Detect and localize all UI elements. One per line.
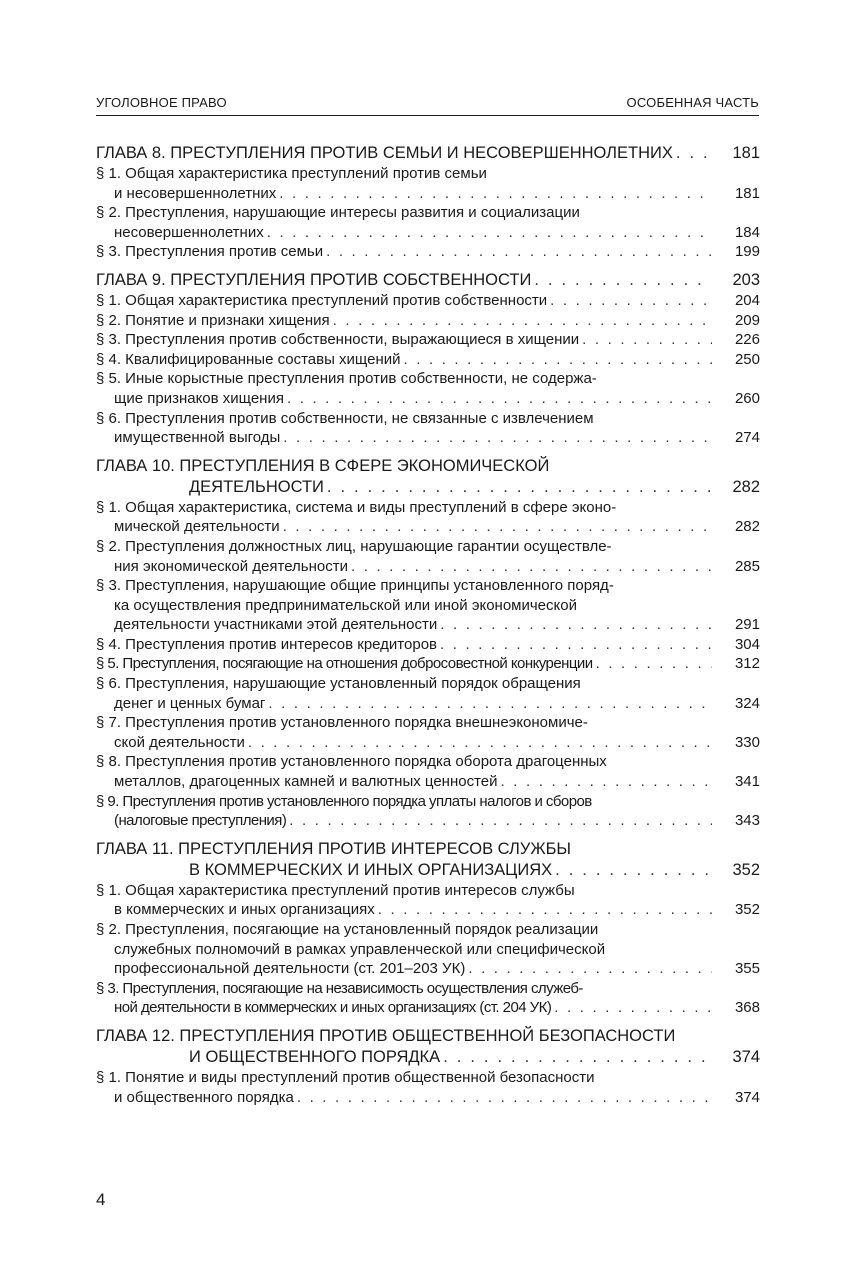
toc-section (96, 242, 760, 262)
section-title: § 1. Общая характеристика, система и виды преступлений в сфере эконо- (96, 498, 617, 516)
section-title: § 8. Преступления против установленного порядка оборота драгоценных (96, 753, 607, 771)
section-title: § 1. Общая характеристика преступлений против интересов службы (96, 881, 575, 899)
toc-section (96, 164, 760, 203)
section-line (96, 733, 760, 753)
section-page-number: 343 (734, 812, 760, 830)
section-page-number: 355 (734, 960, 760, 978)
section-page-number: 368 (734, 999, 760, 1017)
section-line (96, 291, 760, 311)
section-line (96, 811, 760, 831)
section-line (96, 752, 760, 772)
leader-dots (378, 900, 712, 920)
section-title: § 5. Преступления, посягающие на отношения добросовестной конкуренции (96, 655, 593, 673)
leader-dots (554, 998, 712, 1018)
leader-dots (468, 959, 712, 979)
section-line (96, 959, 760, 979)
toc-section (96, 654, 760, 674)
leader-dots (248, 733, 712, 753)
section-title: § 6. Преступления, нарушающие установленный порядок обращения (96, 675, 581, 693)
chapter-heading-line (96, 143, 760, 164)
section-line (96, 940, 760, 960)
section-line (96, 674, 760, 694)
section-line (96, 920, 760, 940)
section-title: в коммерческих и иных организациях (114, 901, 375, 919)
section-page-number: 374 (734, 1088, 760, 1106)
section-line (96, 223, 760, 243)
leader-dots (582, 330, 712, 350)
section-title: § 3. Преступления против семьи (96, 243, 324, 261)
leader-dots (443, 1047, 712, 1068)
chapter-title: ГЛАВА 9. ПРЕСТУПЛЕНИЯ ПРОТИВ СОБСТВЕННОСТИ (96, 270, 532, 289)
section-page-number: 260 (734, 389, 760, 407)
running-head-right: ОСОБЕННАЯ ЧАСТЬ (626, 95, 759, 110)
section-line (96, 694, 760, 714)
toc-chapter (96, 1026, 760, 1107)
section-title: и несовершеннолетних (114, 184, 277, 202)
section-line (96, 998, 760, 1018)
section-line (96, 713, 760, 733)
section-page-number: 352 (734, 901, 760, 919)
section-line (96, 900, 760, 920)
leader-dots (268, 694, 712, 714)
section-title: имущественной выгоды (114, 429, 281, 447)
section-page-number: 181 (734, 184, 760, 202)
section-page-number: 285 (734, 557, 760, 575)
section-title: денег и ценных бумаг (114, 694, 266, 712)
leader-dots (676, 143, 712, 164)
chapter-heading-line (96, 1047, 760, 1068)
leader-dots (333, 311, 712, 331)
chapter-title: ГЛАВА 11. ПРЕСТУПЛЕНИЯ ПРОТИВ ИНТЕРЕСОВ СЛУЖБЫ (96, 839, 572, 858)
chapter-title: ДЕЯТЕЛЬНОСТИ (189, 477, 324, 496)
chapter-page-number: 181 (732, 144, 760, 162)
toc-chapter (96, 839, 760, 1018)
chapter-page-number: 203 (732, 270, 760, 289)
section-page-number: 226 (734, 331, 760, 349)
section-title: § 4. Квалифицированные составы хищений (96, 350, 401, 368)
chapter-heading-line (96, 839, 760, 860)
chapter-heading-line (96, 1026, 760, 1047)
section-line (96, 164, 760, 184)
section-line (96, 1068, 760, 1088)
toc-chapter (96, 270, 760, 448)
toc-section (96, 311, 760, 331)
chapter-heading-line (96, 270, 760, 291)
section-title: профессиональной деятельности (ст. 201–203 УК) (114, 960, 466, 978)
leader-dots (287, 389, 712, 409)
leader-dots (326, 242, 712, 262)
leader-dots (501, 772, 712, 792)
section-title: § 3. Преступления, нарушающие общие принципы установленного поряд- (96, 577, 614, 595)
section-title: § 6. Преступления против собственности, не связанные с извлечением (96, 409, 594, 427)
section-line (96, 576, 760, 596)
chapter-heading-line (96, 456, 760, 477)
toc-section (96, 350, 760, 370)
toc-section (96, 330, 760, 350)
toc-section (96, 203, 760, 242)
leader-dots (351, 557, 712, 577)
section-title: § 3. Преступления, посягающие на независимость осуществления служеб- (96, 979, 583, 997)
toc-section (96, 369, 760, 408)
toc-section (96, 881, 760, 920)
section-title: § 1. Понятие и виды преступлений против общественной безопасности (96, 1068, 595, 1086)
leader-dots (440, 615, 712, 635)
toc-section (96, 920, 760, 979)
section-page-number: 341 (734, 773, 760, 791)
section-line (96, 596, 760, 616)
leader-dots (283, 428, 712, 448)
leader-dots (534, 270, 712, 291)
section-title: деятельности участниками этой деятельности (114, 616, 438, 634)
leader-dots (403, 350, 712, 370)
section-page-number: 199 (734, 243, 760, 261)
toc-section (96, 713, 760, 752)
toc-section (96, 409, 760, 448)
toc-section (96, 576, 760, 635)
section-line (96, 498, 760, 518)
section-title: § 2. Преступления, посягающие на установленный порядок реализации (96, 921, 599, 938)
running-head (96, 95, 759, 116)
toc-section (96, 635, 760, 655)
toc-chapter (96, 456, 760, 831)
leader-dots (267, 223, 712, 243)
table-of-contents (96, 143, 760, 1112)
section-line (96, 242, 760, 262)
section-line (96, 409, 760, 429)
section-page-number: 282 (734, 518, 760, 536)
section-line (96, 203, 760, 223)
section-title: ка осуществления предпринимательской или иной экономической (114, 596, 577, 614)
toc-section (96, 1068, 760, 1107)
section-title: мической деятельности (114, 518, 280, 536)
section-line (96, 330, 760, 350)
toc-section (96, 537, 760, 576)
section-title: (налоговые преступления) (114, 812, 287, 830)
leader-dots (596, 654, 712, 674)
section-line (96, 389, 760, 409)
chapter-title: И ОБЩЕСТВЕННОГО ПОРЯДКА (189, 1047, 441, 1066)
section-title: § 1. Общая характеристика преступлений против семьи (96, 165, 487, 182)
section-line (96, 184, 760, 204)
section-title: § 2. Понятие и признаки хищения (96, 311, 330, 329)
section-title: щие признаков хищения (114, 389, 284, 407)
toc-section (96, 752, 760, 791)
section-title: служебных полномочий в рамках управленческой или специфической (114, 940, 606, 958)
leader-dots (440, 635, 712, 655)
section-title: металлов, драгоценных камней и валютных ценностей (114, 773, 498, 791)
section-page-number: 330 (734, 733, 760, 751)
section-line (96, 557, 760, 577)
section-title: § 7. Преступления против установленного порядка внешнеэкономиче- (96, 714, 588, 732)
section-line (96, 635, 760, 655)
section-line (96, 311, 760, 331)
section-title: ской деятельности (114, 733, 245, 751)
section-line (96, 615, 760, 635)
section-title: ной деятельности в коммерческих и иных организациях (ст. 204 УК) (114, 999, 552, 1017)
section-title: ния экономической деятельности (114, 557, 348, 575)
chapter-page-number: 282 (732, 477, 760, 496)
section-line (96, 881, 760, 901)
chapter-title: ГЛАВА 10. ПРЕСТУПЛЕНИЯ В СФЕРЕ ЭКОНОМИЧЕСКОЙ (96, 456, 550, 475)
toc-section (96, 979, 760, 1018)
section-page-number: 312 (734, 655, 760, 673)
section-title: § 2. Преступления должностных лиц, нарушающие гарантии осуществле- (96, 537, 612, 555)
section-title: § 5. Иные корыстные преступления против собственности, не содержа- (96, 370, 597, 388)
section-line (96, 792, 760, 812)
leader-dots (327, 477, 712, 498)
leader-dots (289, 811, 712, 831)
leader-dots (555, 860, 712, 881)
section-page-number: 204 (734, 291, 760, 309)
section-line (96, 517, 760, 537)
section-line (96, 654, 760, 674)
chapter-heading-line (96, 860, 760, 881)
section-title: § 1. Общая характеристика преступлений против собственности (96, 291, 548, 309)
toc-section (96, 674, 760, 713)
leader-dots (297, 1088, 712, 1108)
section-page-number: 304 (734, 635, 760, 653)
toc-chapter (96, 143, 760, 262)
section-line (96, 772, 760, 792)
section-line (96, 369, 760, 389)
toc-section (96, 792, 760, 831)
section-line (96, 350, 760, 370)
chapter-page-number: 352 (732, 860, 760, 879)
leader-dots (283, 517, 712, 537)
leader-dots (550, 291, 712, 311)
running-head-left: УГОЛОВНОЕ ПРАВО (96, 95, 227, 110)
leader-dots (279, 184, 712, 204)
section-page-number: 291 (734, 616, 760, 634)
section-line (96, 979, 760, 999)
section-title: § 2. Преступления, нарушающие интересы развития и социализации (96, 204, 580, 222)
toc-section (96, 498, 760, 537)
section-page-number: 250 (734, 350, 760, 368)
section-page-number: 274 (734, 429, 760, 447)
chapter-page-number: 374 (732, 1047, 760, 1066)
page-number: 4 (96, 1190, 106, 1209)
section-page-number: 324 (734, 694, 760, 712)
section-line (96, 537, 760, 557)
section-title: и общественного порядка (114, 1088, 294, 1106)
section-title: § 9. Преступления против установленного порядка уплаты налогов и сборов (96, 792, 592, 810)
section-title: § 3. Преступления против собственности, выражающиеся в хищении (96, 331, 580, 349)
section-title: несовершеннолетних (114, 223, 264, 241)
chapter-heading-line (96, 477, 760, 498)
section-page-number: 209 (734, 311, 760, 329)
section-title: § 4. Преступления против интересов кредиторов (96, 635, 438, 653)
section-line (96, 428, 760, 448)
chapter-title: В КОММЕРЧЕСКИХ И ИНЫХ ОРГАНИЗАЦИЯХ (189, 860, 553, 879)
chapter-title: ГЛАВА 12. ПРЕСТУПЛЕНИЯ ПРОТИВ ОБЩЕСТВЕННОЙ БЕЗОПАСНОСТИ (96, 1026, 676, 1045)
chapter-title: ГЛАВА 8. ПРЕСТУПЛЕНИЯ ПРОТИВ СЕМЬИ И НЕСОВЕРШЕННОЛЕТНИХ (96, 144, 673, 162)
section-page-number: 184 (734, 223, 760, 241)
section-line (96, 1088, 760, 1108)
toc-section (96, 291, 760, 311)
